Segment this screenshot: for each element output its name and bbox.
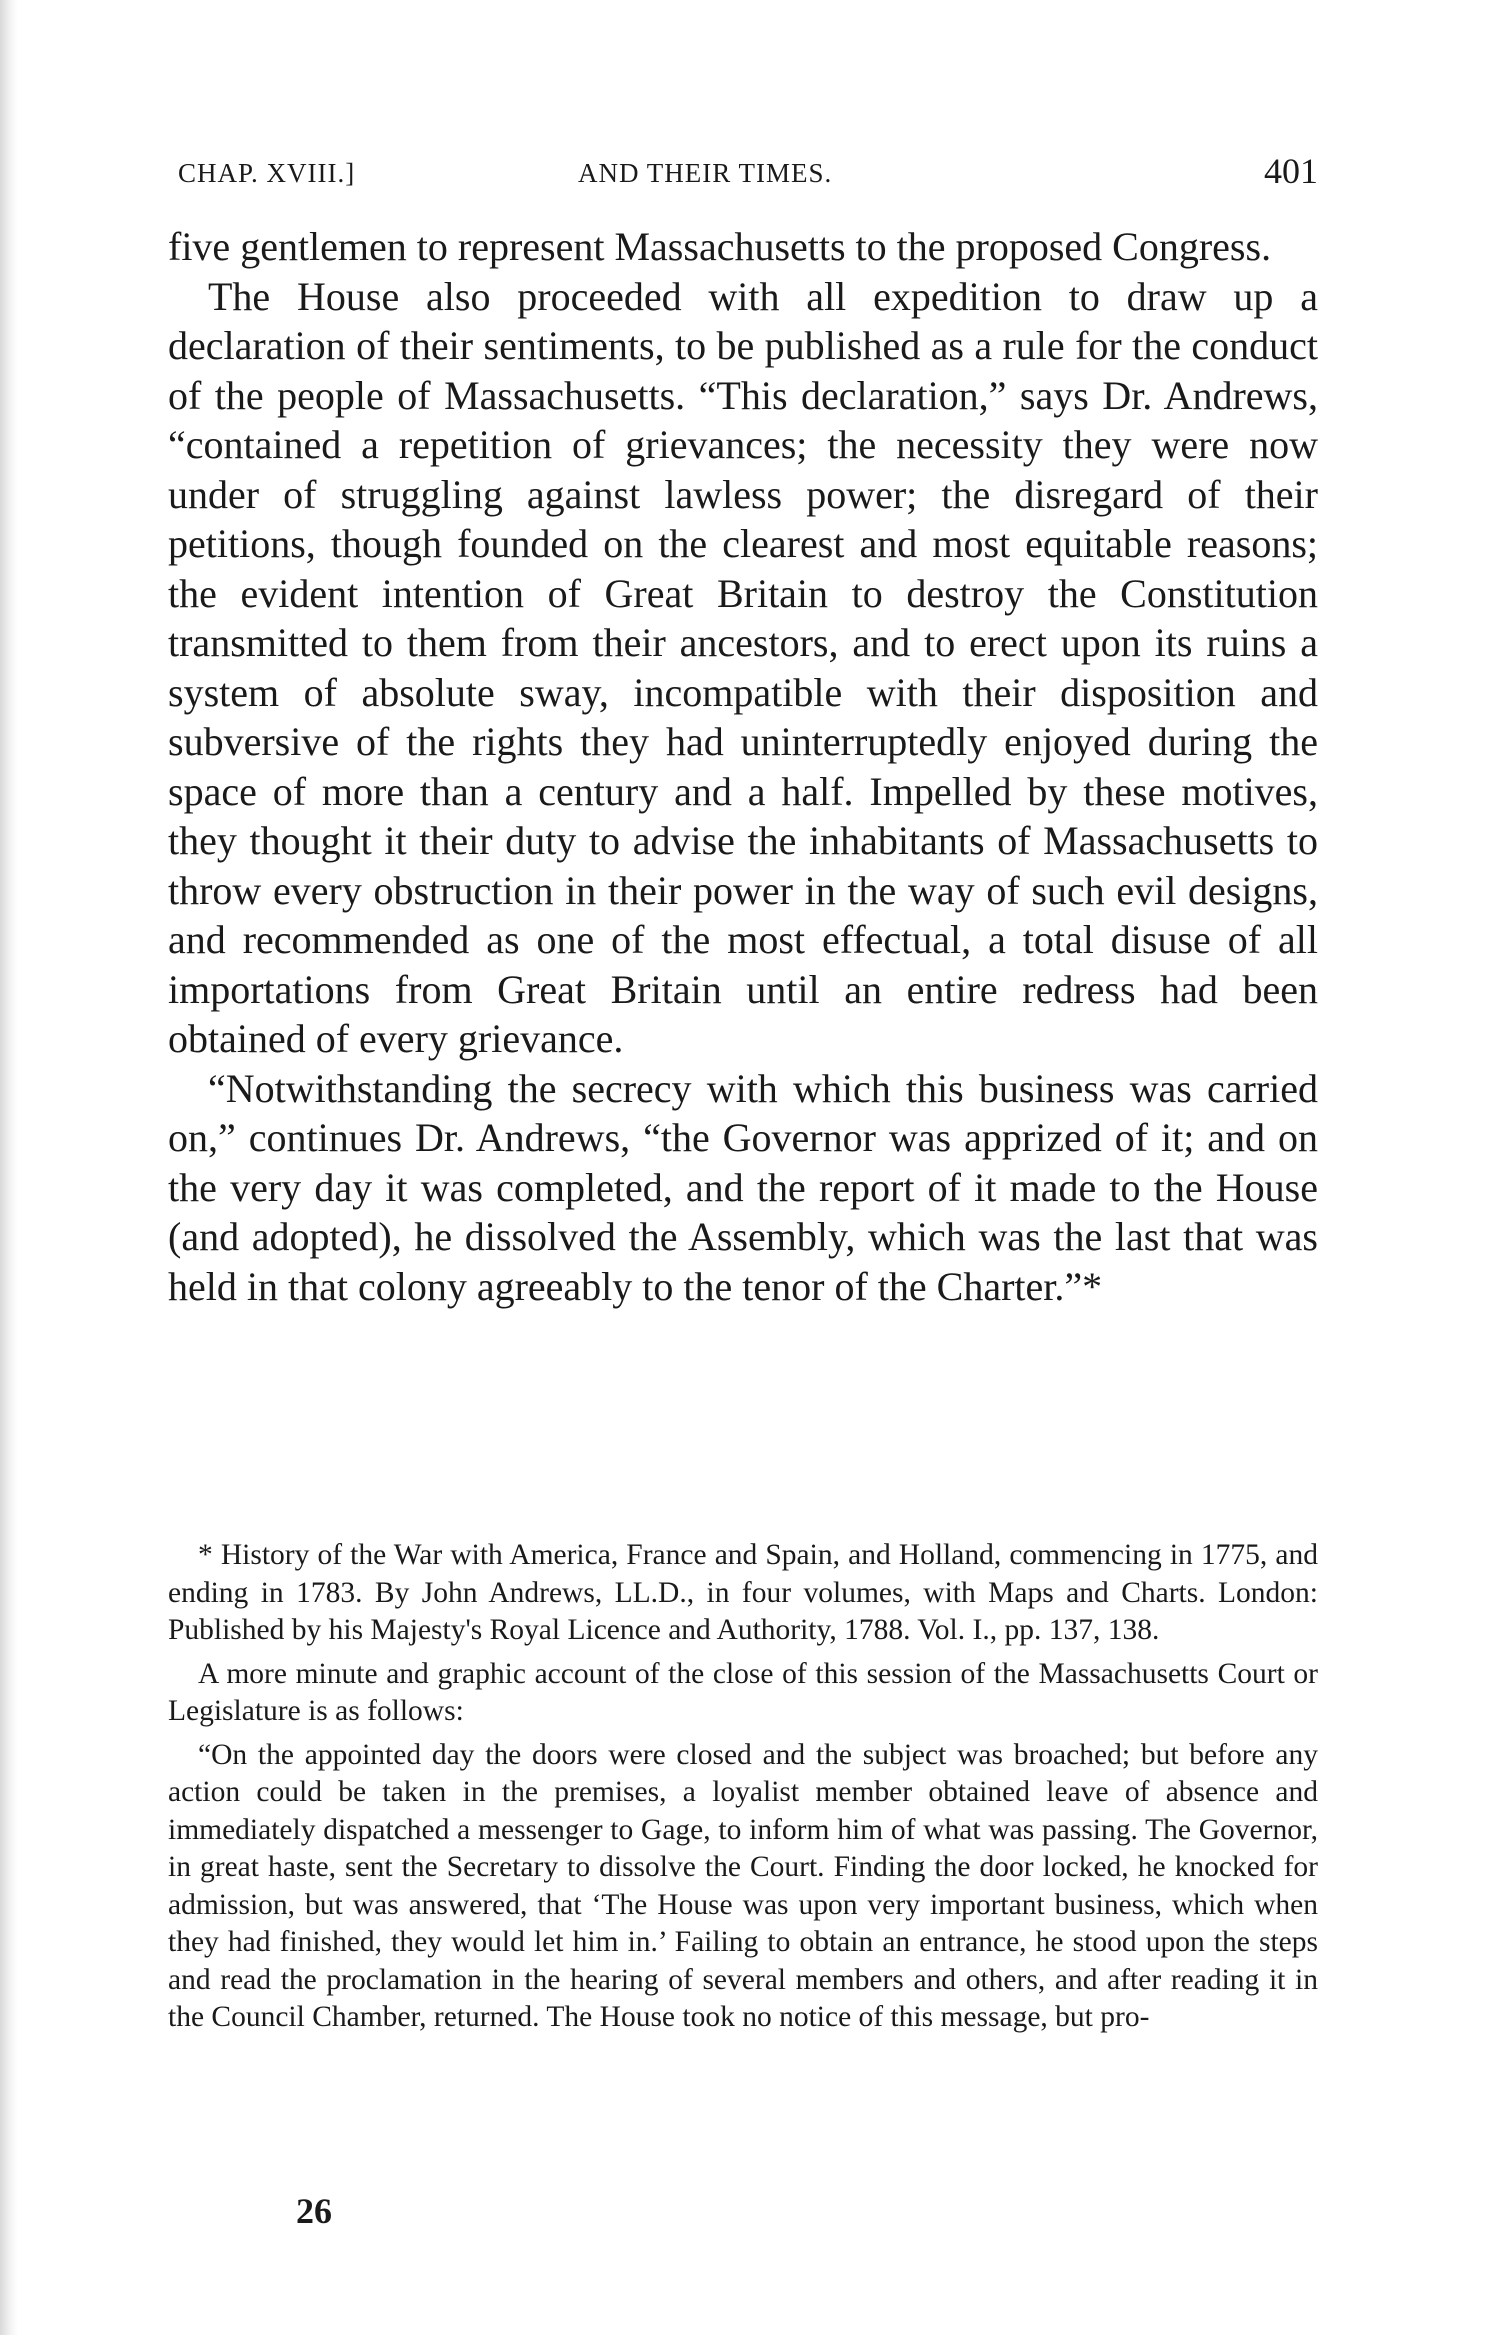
- chapter-label: CHAP. XVIII.]: [178, 158, 356, 188]
- signature-mark: 26: [296, 2191, 332, 2231]
- footnote-quote: “On the appointed day the doors were closed and the subject was broached; but before any action could be taken in the premises, a loyalist member obtained leave of absence and immediately dispatched a messenger to Gage, to inform him of what was passing. The Governor, in great haste, sent the Secretary to dissolve the Court. Finding the door locked, he knocked for admission, but was answered, that ‘The House was upon very important business, which when they had finished, they would let him in.’ Failing to obtain an entrance, he stood upon the steps and read the proclamation in the hearing of several members and others, and after reading it in the Council Chamber, returned. The House took no notice of this message, but pro-: [168, 1738, 1318, 2033]
- body-paragraph-2: The House also proceeded with all expedition to draw up a declaration of their sentiments, to be published as a rule for the conduct of the people of Massachusetts. “This declaration,” says Dr. Andrews, “contained a repetition of grievances; the necessity they were now under of struggling against lawless power; the disregard of their petitions, though founded on the clearest and most equitable reasons; the evident intention of Great Britain to destroy the Constitution transmitted to them from their ancestors, and to erect upon its ruins a system of absolute sway, incompatible with their disposition and subversive of the rights they had uninterruptedly enjoyed during the space of more than a century and a half. Impelled by these motives, they thought it their duty to advise the inhabitants of Massachusetts to throw every obstruction in their power in the way of such evil designs, and recommended as one of the most effectual, a total disuse of all importations from Great Britain until an entire redress had been obtained of every grievance.: [168, 273, 1318, 1061]
- footnote-citation: * History of the War with America, France and Spain, and Holland, commencing in 1775, and ending in 1783. By John Andrews, LL.D., in four volumes, with Maps and Charts. London: Published by his Majesty's Royal Licence and Authority, 1788. Vol. I., pp. 137, 138.: [168, 1539, 1318, 1646]
- page-number: 401: [1264, 151, 1318, 191]
- body-paragraph-3: “Notwithstanding the secrecy with which this business was carried on,” continues Dr. Andrews, “the Governor was apprized of it; and on the very day it was completed, and the report of it made to the House (and adopted), he dissolved the Assembly, which was the last that was held in that colony agreeably to the tenor of the Charter.”*: [168, 1065, 1318, 1309]
- footnote-intro: A more minute and graphic account of the close of this session of the Massachusetts Court or Legislature is as follows:: [168, 1657, 1318, 1727]
- running-header: [178, 150, 1318, 190]
- body-paragraph-1: five gentlemen to represent Massachusetts to the proposed Congress.: [168, 224, 1272, 269]
- running-title: AND THEIR TIMES.: [578, 158, 833, 188]
- footnotes: [168, 1537, 1318, 2043]
- main-text: [168, 222, 1318, 1311]
- scan-edge-shadow: [0, 0, 18, 2335]
